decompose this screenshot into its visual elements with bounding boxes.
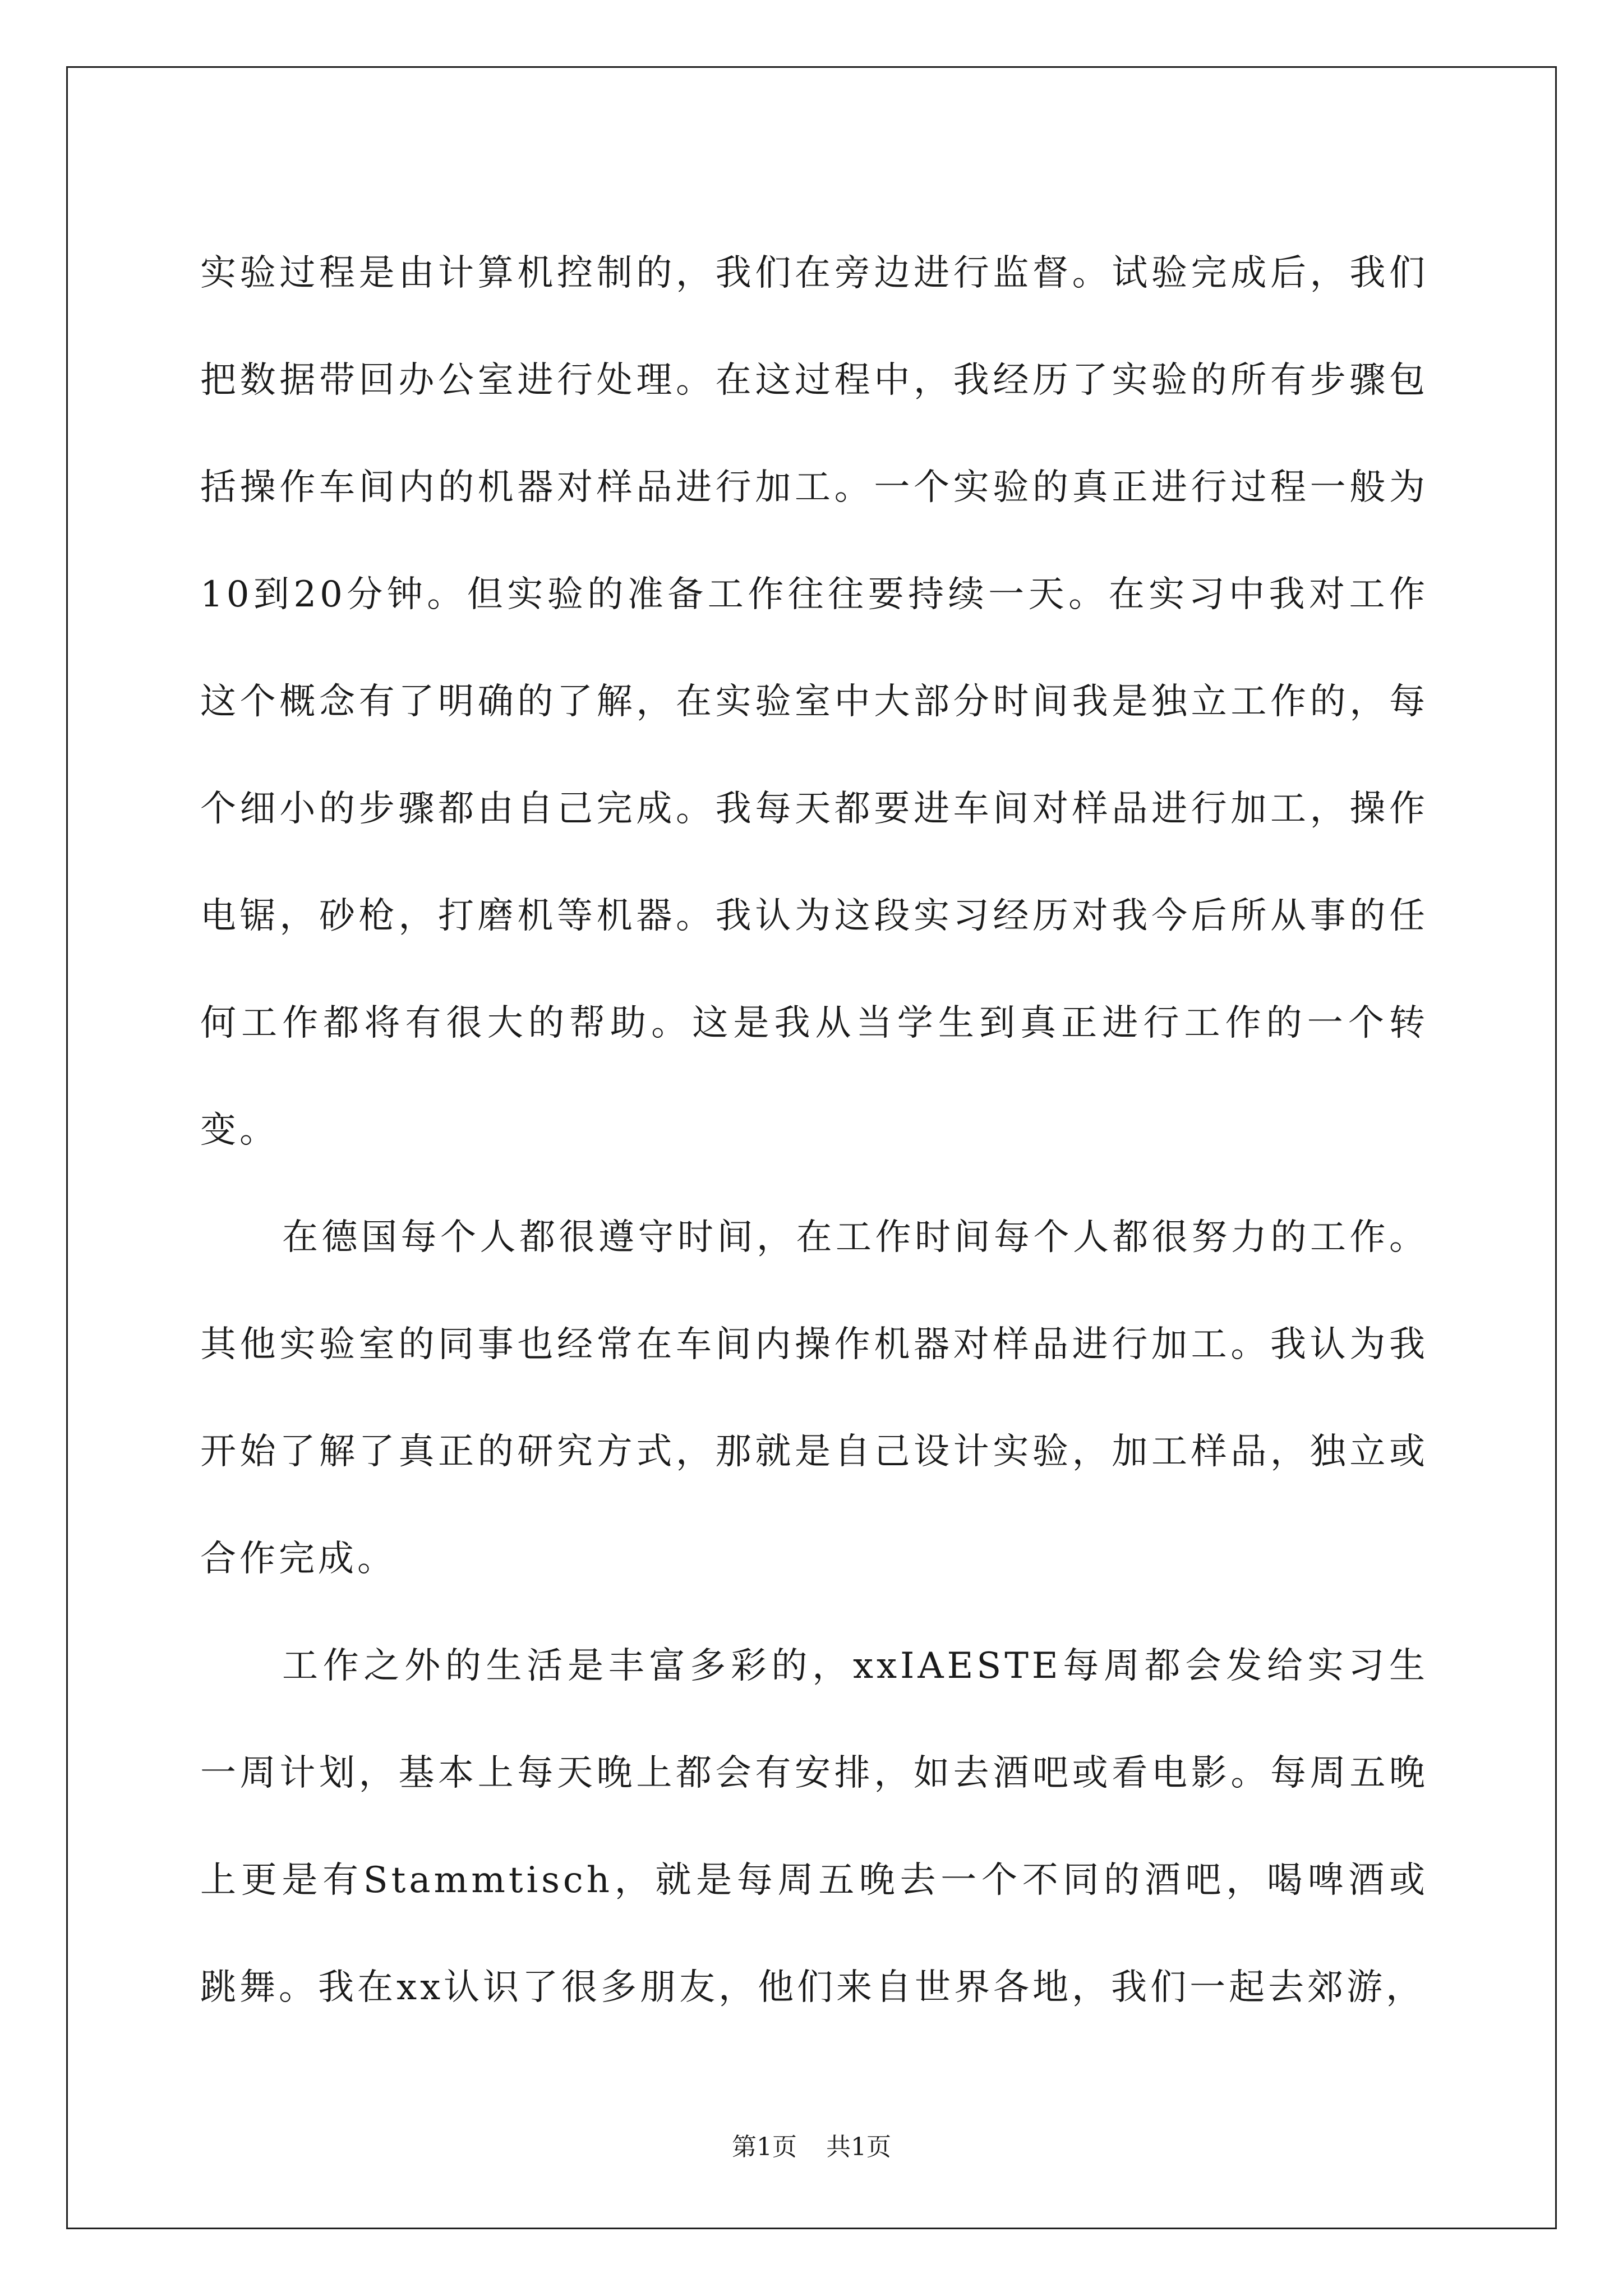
page-footer xyxy=(0,2131,1623,2164)
page-number: 第1页 xyxy=(732,2133,797,2161)
paragraph-2: 在德国每个人都很遵守时间，在工作时间每个人都很努力的工作。其他实验室的同事也经常在车间内操作机器对样品进行加工。我认为我开始了解了真正的研究方式，那就是自己设计实验，加工样品，独立或合作完成。 xyxy=(200,1217,1428,1580)
document-body xyxy=(200,220,1428,2041)
paragraph-3: 工作之外的生活是丰富多彩的，xxIAESTE每周都会发给实习生一周计划，基本上每天晚上都会有安排，如去酒吧或看电影。每周五晚上更是有Stammtisch，就是每周五晚去一个不同的酒吧，喝啤酒或跳舞。我在xx认识了很多朋友，他们来自世界各地，我们一起去郊游， xyxy=(200,1645,1428,2008)
page-total: 共1页 xyxy=(826,2133,891,2161)
paragraph-1: 实验过程是由计算机控制的，我们在旁边进行监督。试验完成后，我们把数据带回办公室进行处理。在这过程中，我经历了实验的所有步骤包括操作车间内的机器对样品进行加工。一个实验的真正进行过程一般为10到20分钟。但实验的准备工作往往要持续一天。在实习中我对工作这个概念有了明确的了解，在实验室中大部分时间我是独立工作的，每个细小的步骤都由自己完成。我每天都要进车间对样品进行加工，操作电锯，砂枪，打磨机等机器。我认为这段实习经历对我今后所从事的任何工作都将有很大的帮助。这是我从当学生到真正进行工作的一个转变。 xyxy=(200,252,1428,1151)
